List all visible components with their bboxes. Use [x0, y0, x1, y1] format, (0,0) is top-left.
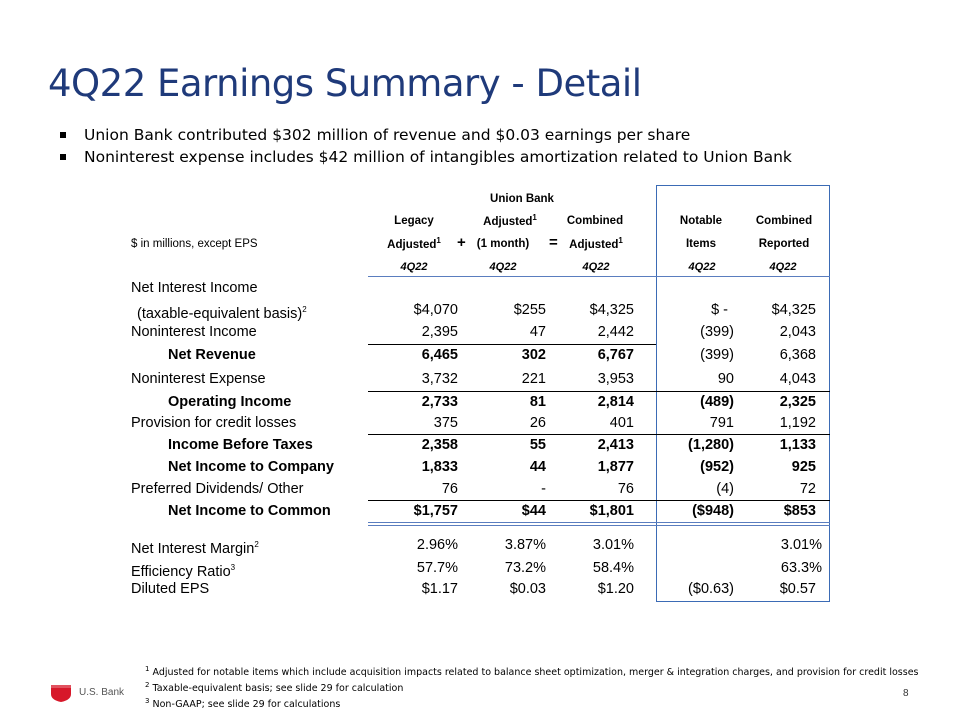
- row-label: Noninterest Expense: [131, 371, 266, 387]
- cell-value: 6,368: [779, 347, 816, 363]
- page-number: 8: [903, 688, 909, 699]
- us-bank-shield-icon: [50, 683, 72, 703]
- row-label: Diluted EPS: [131, 581, 210, 597]
- footnote: $^3$ Non-GAAP; see slide 29 for calculations: [145, 697, 341, 711]
- cell-value: $4,070: [413, 302, 458, 318]
- table-row: [0, 368, 960, 390]
- cell-value: 3,953: [597, 371, 634, 387]
- cell-value: 1,877: [597, 459, 634, 475]
- cell-value: 3,732: [421, 371, 458, 387]
- header-union-bank: Union Bank: [490, 193, 554, 205]
- cell-value: $1,801: [589, 503, 634, 519]
- header-items: Items: [685, 238, 717, 250]
- table-row: [0, 500, 960, 522]
- row-label: Net Income to Company: [168, 459, 334, 475]
- cell-value: 2,814: [597, 394, 634, 410]
- quarter-label: 4Q22: [769, 261, 797, 273]
- footnote: $^2$ Taxable-equivalent basis; see slide 29 for calculation: [145, 681, 404, 695]
- cell-value: 925: [791, 459, 816, 475]
- cell-value: (399): [700, 324, 734, 340]
- header-one-month: (1 month): [476, 238, 530, 250]
- quarter-label: 4Q22: [489, 261, 517, 273]
- cell-value: 55: [529, 437, 546, 453]
- row-label: Net Interest Income: [131, 280, 258, 296]
- cell-value: ($0.63): [688, 581, 734, 597]
- cell-value: 90: [717, 371, 734, 387]
- row-label: Noninterest Income: [131, 324, 257, 340]
- cell-value: $ -: [711, 302, 728, 318]
- cell-value: $4,325: [771, 302, 816, 318]
- cell-value: 2,325: [779, 394, 816, 410]
- table-row: [0, 578, 960, 600]
- bullet-list: [60, 124, 792, 168]
- cell-value: 58.4%: [592, 560, 634, 576]
- quarter-label: 4Q22: [400, 261, 428, 273]
- cell-value: 375: [433, 415, 458, 431]
- cell-value: 57.7%: [416, 560, 458, 576]
- row-label: Net Revenue: [168, 347, 256, 363]
- cell-value: 73.2%: [504, 560, 546, 576]
- row-label: Provision for credit losses: [131, 415, 297, 431]
- cell-value: 302: [521, 347, 546, 363]
- double-total-rule: [368, 522, 830, 526]
- cell-value: $255: [513, 302, 546, 318]
- cell-value: 76: [441, 481, 458, 497]
- table-row: [0, 277, 960, 299]
- unit-label: $ in millions, except EPS: [131, 238, 258, 250]
- header-combined: Combined: [566, 215, 624, 227]
- cell-value: 1,833: [421, 459, 458, 475]
- cell-value: 76: [617, 481, 634, 497]
- footnote: $^1$ Adjusted for notable items which include acquisition impacts related to balance sheet optimization, merger & integration charges, and provision for credit losses: [145, 665, 919, 679]
- cell-value: $1.17: [421, 581, 458, 597]
- cell-value: 2,733: [421, 394, 458, 410]
- cell-value: 2,043: [779, 324, 816, 340]
- cell-value: 47: [529, 324, 546, 340]
- cell-value: 3.01%: [780, 537, 822, 553]
- cell-value: 2,413: [597, 437, 634, 453]
- plus-sign: +: [457, 234, 466, 251]
- cell-value: 2,395: [421, 324, 458, 340]
- header-combined-adjusted: Adjusted$^1$: [569, 236, 623, 251]
- cell-value: 3.01%: [592, 537, 634, 553]
- cell-value: $1,757: [413, 503, 458, 519]
- row-label: Net Interest Margin$^2$: [131, 540, 259, 557]
- bullet-item: Noninterest expense includes $42 million of intangibles amortization related to Union Bank: [60, 146, 792, 168]
- cell-value: (952): [700, 459, 734, 475]
- quarter-label: 4Q22: [688, 261, 716, 273]
- header-ub-adjusted: Adjusted$^1$: [483, 213, 537, 228]
- cell-value: 63.3%: [780, 560, 822, 576]
- row-label: (taxable-equivalent basis)$^2$: [137, 305, 307, 322]
- cell-value: 401: [609, 415, 634, 431]
- bullet-item: Union Bank contributed $302 million of revenue and $0.03 earnings per share: [60, 124, 792, 146]
- cell-value: $1.20: [597, 581, 634, 597]
- cell-value: (1,280): [688, 437, 734, 453]
- cell-value: 4,043: [779, 371, 816, 387]
- row-label: Operating Income: [168, 394, 292, 410]
- cell-value: ($948): [692, 503, 734, 519]
- cell-value: 2.96%: [416, 537, 458, 553]
- cell-value: 221: [521, 371, 546, 387]
- row-label: Preferred Dividends/ Other: [131, 481, 304, 497]
- cell-value: $853: [783, 503, 816, 519]
- quarter-label: 4Q22: [582, 261, 610, 273]
- table-row: [0, 557, 960, 579]
- header-legacy: Legacy: [394, 215, 434, 227]
- header-combined-reported-1: Combined: [755, 215, 813, 227]
- row-label: Efficiency Ratio$^3$: [131, 563, 236, 580]
- header-notable: Notable: [679, 215, 723, 227]
- cell-value: 1,133: [779, 437, 816, 453]
- cell-value: (489): [700, 394, 734, 410]
- row-label: Net Income to Common: [168, 503, 331, 519]
- table-row: [0, 534, 960, 556]
- cell-value: $4,325: [589, 302, 634, 318]
- footnotes: [145, 663, 919, 711]
- cell-value: 81: [529, 394, 546, 410]
- cell-value: 6,465: [421, 347, 458, 363]
- cell-value: $0.57: [779, 581, 816, 597]
- cell-value: 1,192: [779, 415, 816, 431]
- cell-value: 791: [709, 415, 734, 431]
- cell-value: -: [541, 481, 546, 497]
- page-title: 4Q22 Earnings Summary - Detail: [48, 62, 642, 105]
- cell-value: $44: [521, 503, 546, 519]
- row-label: Income Before Taxes: [168, 437, 313, 453]
- cell-value: 6,767: [597, 347, 634, 363]
- header-combined-reported-2: Reported: [758, 238, 810, 250]
- cell-value: 2,358: [421, 437, 458, 453]
- cell-value: 44: [529, 459, 546, 475]
- table-row: [0, 478, 960, 500]
- cell-value: $0.03: [509, 581, 546, 597]
- cell-value: (399): [700, 347, 734, 363]
- table-row: [0, 456, 960, 478]
- table-row: [0, 344, 960, 366]
- cell-value: 3.87%: [504, 537, 546, 553]
- cell-value: 26: [529, 415, 546, 431]
- table-row: [0, 412, 960, 434]
- brand-name: U.S. Bank: [79, 687, 125, 698]
- header-legacy-adjusted: Adjusted$^1$: [387, 236, 441, 251]
- table-row: [0, 391, 960, 413]
- cell-value: 2,442: [597, 324, 634, 340]
- equals-sign: =: [549, 234, 558, 251]
- table-row: [0, 434, 960, 456]
- table-row: [0, 299, 960, 321]
- cell-value: (4): [716, 481, 734, 497]
- table-row: [0, 321, 960, 343]
- cell-value: 72: [799, 481, 816, 497]
